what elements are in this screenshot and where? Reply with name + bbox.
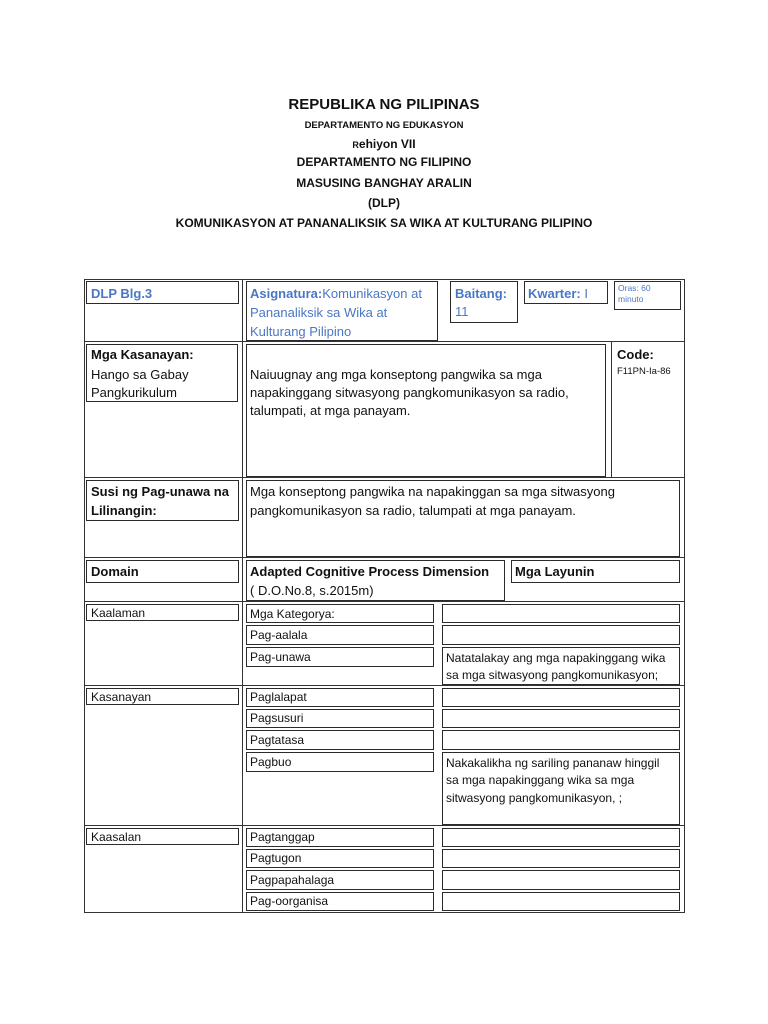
objective-pagbuo-line2: sa mga napakinggang wika sa mga xyxy=(446,773,635,787)
rule-after-domain xyxy=(84,601,685,602)
objective-cell-9 xyxy=(442,870,680,890)
kasanayan-label: Mga Kasanayan: xyxy=(91,347,194,362)
col-divider-code xyxy=(611,341,612,477)
domain-kaalaman: Kaalaman xyxy=(91,606,146,620)
header-subject: KOMUNIKASYON AT PANANALIKSIK SA WIKA AT KULTURANG PILIPINO xyxy=(175,216,593,230)
kasanayan-sub2: Pangkurikulum xyxy=(91,385,177,400)
category-pagtugon: Pagtugon xyxy=(250,851,302,865)
objective-pagbuo-line1: Nakakalikha ng sariling pananaw hinggil xyxy=(446,756,660,770)
code-value: F11PN-Ia-86 xyxy=(617,366,671,377)
rule-before-kasanayan xyxy=(84,685,685,686)
baitang-label: Baitang: xyxy=(455,286,507,301)
category-paglalapat: Paglalapat xyxy=(250,690,307,704)
category-pagtanggap: Pagtanggap xyxy=(250,830,315,844)
objective-cell-header xyxy=(442,604,680,623)
header-banghay: MASUSING BANGHAY ARALIN xyxy=(296,176,472,190)
category-pagbuo: Pagbuo xyxy=(250,755,292,769)
kasanayan-sub1: Hango sa Gabay xyxy=(91,367,189,382)
domain-header: Domain xyxy=(91,564,139,579)
asignatura-line1 xyxy=(250,285,422,303)
asignatura-line2: Pananaliksik sa Wika at xyxy=(250,305,388,320)
kasanayan-content-line3: talumpati, at mga panayam. xyxy=(250,403,411,418)
objective-cell-4 xyxy=(442,709,680,728)
kwarter-label: Kwarter: xyxy=(528,286,581,301)
header-deped: DEPARTAMENTO NG EDUKASYON xyxy=(304,120,464,131)
domain-kasanayan: Kasanayan xyxy=(91,690,152,704)
rule-after-susi xyxy=(84,557,685,558)
header-rehiyon-rest: ehiyon VII xyxy=(358,137,416,151)
kwarter-value: I xyxy=(584,286,588,301)
category-pagpapahalaga: Pagpapahalaga xyxy=(250,873,335,887)
objective-cell-8 xyxy=(442,849,680,868)
objective-cell-10 xyxy=(442,892,680,911)
baitang-value: 11 xyxy=(455,304,469,319)
objective-pagbuo-line3: sitwasyong pangkomunikasyon, ; xyxy=(446,791,623,805)
header-dept-filipino: DEPARTAMENTO NG FILIPINO xyxy=(296,155,472,169)
header-rehiyon xyxy=(0,137,768,151)
category-pag-aalala: Pag-aalala xyxy=(250,628,308,642)
objective-cell-7 xyxy=(442,828,680,847)
acpd-header-line2: ( D.O.No.8, s.2015m) xyxy=(250,583,374,598)
category-pagsusuri: Pagsusuri xyxy=(250,711,304,725)
oras-line1: Oras: 60 xyxy=(618,283,651,293)
kwarter xyxy=(528,285,588,303)
susi-label-line1: Susi ng Pag-unawa na xyxy=(91,484,229,499)
kasanayan-content-line1: Naiuugnay ang mga konseptong pangwika sa mga xyxy=(250,367,542,382)
category-pagtatasa: Pagtatasa xyxy=(250,733,305,747)
category-pag-oorganisa: Pag-oorganisa xyxy=(250,894,329,908)
rule-after-top xyxy=(84,341,685,342)
col-divider-1 xyxy=(242,279,243,913)
asignatura-value: Komunikasyon at xyxy=(322,286,422,301)
acpd-header-line1: Adapted Cognitive Process Dimension xyxy=(250,564,490,579)
header-dlp: (DLP) xyxy=(368,196,400,210)
asignatura-line3: Kulturang Pilipino xyxy=(250,324,352,339)
domain-kaasalan: Kaasalan xyxy=(91,830,142,844)
header-republika: REPUBLIKA NG PILIPINAS xyxy=(288,96,480,113)
dlp-number: DLP Blg.3 xyxy=(91,286,153,301)
asignatura-label: Asignatura: xyxy=(250,286,323,301)
category-pag-unawa: Pag-unawa xyxy=(250,650,311,664)
rule-before-kaasalan xyxy=(84,825,685,826)
category-header: Mga Kategorya: xyxy=(250,607,335,621)
code-label: Code: xyxy=(617,347,654,362)
objective-cell-5 xyxy=(442,730,680,750)
oras-line2: minuto xyxy=(618,294,644,304)
objective-cell-1 xyxy=(442,625,680,645)
objective-pag-unawa-line2: sa mga sitwasyong pangkomunikasyon; xyxy=(446,668,659,682)
objective-cell-3 xyxy=(442,688,680,707)
objective-pag-unawa-line1: Natatalakay ang mga napakinggang wika xyxy=(446,651,666,665)
kasanayan-content-line2: napakinggang sitwasyong pangkomunikasyon sa radio, xyxy=(250,385,569,400)
layunin-header: Mga Layunin xyxy=(515,564,595,579)
susi-label-line2: Lilinangin: xyxy=(91,503,157,518)
rule-after-kasanayan xyxy=(84,477,685,478)
susi-content-line1: Mga konseptong pangwika na napakinggan sa mga sitwasyong xyxy=(250,484,615,499)
susi-content-line2: pangkomunikasyon sa radio, talumpati at mga panayam. xyxy=(250,503,576,518)
header-rehiyon-prefix: R xyxy=(352,140,359,150)
